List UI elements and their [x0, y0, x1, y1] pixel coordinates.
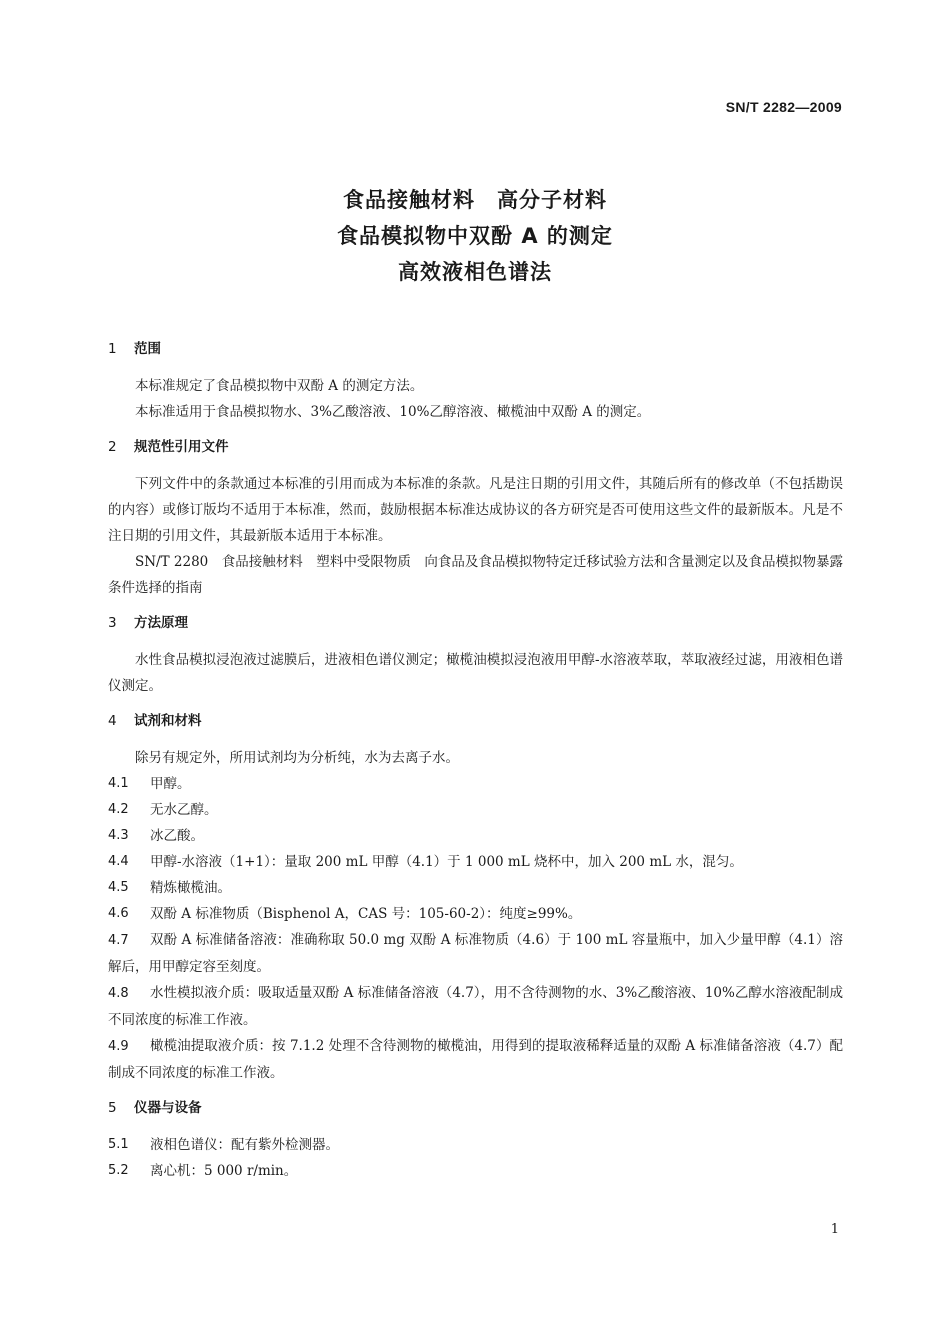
list-item: 4.5 精炼橄榄油。: [108, 880, 231, 896]
standard-number: SN/T 2282—2009: [725, 99, 842, 115]
section-heading-scope: 1 范围: [108, 341, 161, 357]
document-title: [0, 182, 950, 290]
section-heading-normative-references: 2 规范性引用文件: [108, 439, 229, 455]
list-item: 4.3 冰乙酸。: [108, 828, 204, 844]
list-item: 5.2 离心机：5 000 r/min。: [108, 1163, 298, 1179]
page-number: 1: [830, 1222, 839, 1237]
title-line-2: 食品模拟物中双酚 A 的测定: [337, 224, 613, 248]
list-item: 4.1 甲醇。: [108, 776, 191, 792]
document-body: [108, 336, 843, 1184]
section-heading-principle: 3 方法原理: [108, 615, 188, 631]
list-item: 4.7 双酚 A 标准储备溶液：准确称取 50.0 mg 双酚 A 标准物质（4.6）于 100 mL 容量瓶中，加入少量甲醇（4.1）溶解后，用甲醇定容至刻度。: [108, 932, 843, 975]
section-heading-reagents: 4 试剂和材料: [108, 713, 202, 729]
list-item: 4.6 双酚 A 标准物质（Bisphenol A，CAS 号：105-60-2）：纯度≥99%。: [108, 906, 582, 922]
title-line-3: 高效液相色谱法: [398, 260, 552, 284]
paragraph: 下列文件中的条款通过本标准的引用而成为本标准的条款。凡是注日期的引用文件，其随后所有的修改单（不包括勘误的内容）或修订版均不适用于本标准，然而，鼓励根据本标准达成协议的各方研究是否可使用这些文件的最新版本。凡是不注日期的引用文件，其最新版本适用于本标准。: [108, 476, 843, 544]
paragraph: 本标准适用于食品模拟物水、3%乙酸溶液、10%乙醇溶液、橄榄油中双酚 A 的测定。: [135, 404, 651, 420]
paragraph: 本标准规定了食品模拟物中双酚 A 的测定方法。: [135, 378, 424, 394]
list-item: 4.8 水性模拟液介质：吸取适量双酚 A 标准储备溶液（4.7），用不含待测物的水、3%乙酸溶液、10%乙醇水溶液配制成不同浓度的标准工作液。: [108, 985, 843, 1028]
section-heading-apparatus: 5 仪器与设备: [108, 1100, 202, 1116]
list-item: 5.1 液相色谱仪：配有紫外检测器。: [108, 1137, 339, 1153]
paragraph: 除另有规定外，所用试剂均为分析纯，水为去离子水。: [135, 750, 459, 766]
list-item: 4.2 无水乙醇。: [108, 802, 218, 818]
paragraph-reference: SN/T 2280 食品接触材料 塑料中受限物质 向食品及食品模拟物特定迁移试验方法和含量测定以及食品模拟物暴露条件选择的指南: [108, 554, 843, 596]
paragraph: 水性食品模拟浸泡液过滤膜后，进液相色谱仪测定；橄榄油模拟浸泡液用甲醇-水溶液萃取，萃取液经过滤，用液相色谱仪测定。: [108, 652, 843, 694]
title-line-1: 食品接触材料 高分子材料: [343, 188, 607, 212]
list-item: 4.9 橄榄油提取液介质：按 7.1.2 处理不含待测物的橄榄油，用得到的提取液稀释适量的双酚 A 标准储备溶液（4.7）配制成不同浓度的标准工作液。: [108, 1038, 843, 1081]
list-item: 4.4 甲醇-水溶液（1+1）：量取 200 mL 甲醇（4.1）于 1 000 mL 烧杯中，加入 200 mL 水，混匀。: [108, 854, 743, 870]
